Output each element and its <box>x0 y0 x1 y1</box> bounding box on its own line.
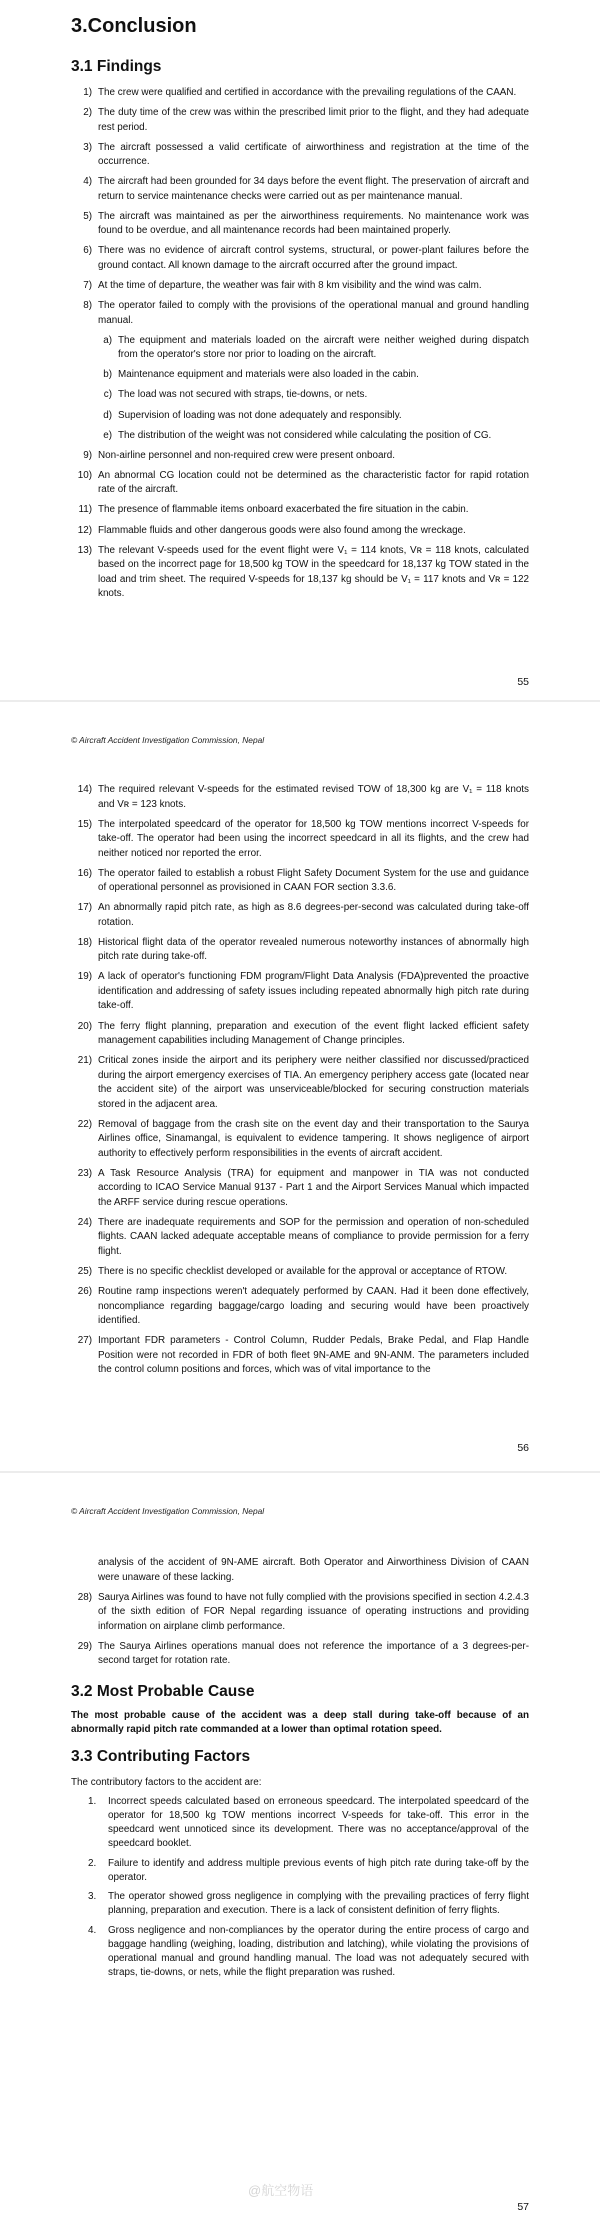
item-text: An abnormal CG location could not be determined as the characteristic factor for rapid rotation rate of the aircraft. <box>98 469 529 496</box>
item-text: Maintenance equipment and materials were also loaded in the cabin. <box>118 369 419 381</box>
item-number: 14) <box>77 784 92 795</box>
factor-item <box>88 1857 529 1885</box>
section-heading-probable-cause: 3.2 Most Probable Cause <box>71 1682 255 1700</box>
finding-item <box>71 1265 529 1280</box>
item-text: The crew were qualified and certified in accordance with the prevailing regulations of the CAAN. <box>98 87 517 98</box>
item-number: 26) <box>77 1286 92 1298</box>
page-57 <box>0 1473 600 2231</box>
item-number: 3. <box>88 1891 97 1903</box>
item-number: 4. <box>88 1924 97 1936</box>
item-text: Non-airline personnel and non-required crew were present onboard. <box>98 449 395 461</box>
item-text: Failure to identify and address multiple previous events of high pitch rate during take-off by the operator. <box>108 1857 529 1883</box>
probable-cause-text: The most probable cause of the accident was a deep stall during take-off because of an abnormally rapid pitch rate commanded at a lower than optimal rotation speed. <box>71 1709 529 1736</box>
watermark: @航空物语 <box>248 2183 314 2198</box>
sub-finding-item <box>95 388 529 403</box>
item-text: Supervision of loading was not done adequately and responsibly. <box>118 409 402 421</box>
findings-list <box>71 1591 529 1669</box>
finding-item <box>71 524 529 539</box>
item-text: The aircraft was maintained as per the airworthiness requirements. No maintenance work was found to be overdue, and all maintenance records had been maintained properly. <box>98 210 529 237</box>
sub-finding-item <box>95 368 529 383</box>
item-text: Removal of baggage from the crash site on the event day and their transportation to the Saurya Airlines office, Sinamangal, is equivalent to evidence tampering. It shows negligence of airport authority to effectively perform responsibilities in the events of aircraft accident. <box>98 1118 529 1159</box>
finding-item <box>71 1118 529 1162</box>
item-number: 25) <box>77 1266 92 1278</box>
item-number: 20) <box>77 1020 92 1032</box>
finding-item <box>71 210 529 239</box>
item-text: The load was not secured with straps, tie-downs, or nets. <box>118 389 368 401</box>
factors-intro: The contributory factors to the accident are: <box>71 1776 262 1788</box>
item-number: 5) <box>83 210 92 222</box>
item-number: 28) <box>77 1591 92 1603</box>
item-number: 16) <box>77 867 92 879</box>
item-number: 22) <box>77 1118 92 1130</box>
item-text: Incorrect speeds calculated based on erroneous speedcard. The interpolated speedcard of the operator for 18,500 kg TOW mentions incorrect V-speeds for take-off. This error in the speedcard went unnoticed since its development. There was no acceptance/approval of the speedcard booklet. <box>108 1796 529 1850</box>
page-header: © Aircraft Accident Investigation Commission, Nepal <box>71 1506 265 1516</box>
finding-item <box>71 1054 529 1112</box>
page-56 <box>0 702 600 1471</box>
finding-item <box>71 141 529 170</box>
factors-list <box>71 1795 529 1980</box>
item-text: The presence of flammable items onboard exacerbated the fire situation in the cabin. <box>98 504 469 516</box>
finding-item <box>71 1167 529 1211</box>
item-number: 24) <box>77 1216 92 1228</box>
item-letter: d) <box>103 409 112 421</box>
sub-finding-item <box>95 334 529 363</box>
finding-item <box>71 936 529 965</box>
finding-item <box>71 544 529 602</box>
item-number: 17) <box>77 902 92 914</box>
factor-item <box>88 1890 529 1918</box>
finding-continuation: analysis of the accident of 9N-AME aircraft. Both Operator and Airworthiness Division of CAAN were unaware of these lacking. <box>98 1557 529 1583</box>
item-number: 13) <box>77 544 92 556</box>
item-text: The relevant V-speeds used for the event flight were V₁ = 114 knots, Vʀ = 118 knots, calculated based on the incorrect page for 18,500 kg TOW in the speedcard for 18,137 kg TOW stated in the load and trim sheet. The required V-speeds for 18,137 kg should be V₁ = 117 knots and Vʀ = 122 knots. <box>98 544 529 600</box>
finding-item <box>71 867 529 896</box>
item-letter: e) <box>103 429 112 441</box>
item-text: The equipment and materials loaded on the aircraft were neither weighed during dispatch from the operator's store nor prior to loading on the aircraft. <box>118 334 529 361</box>
item-number: 3) <box>83 141 92 153</box>
item-number: 15) <box>77 818 92 830</box>
item-number: 6) <box>83 245 92 257</box>
item-number: 23) <box>77 1167 92 1179</box>
finding-item <box>71 503 529 518</box>
section-heading-contributing-factors: 3.3 Contributing Factors <box>71 1747 251 1765</box>
item-letter: c) <box>103 389 112 401</box>
item-text: The interpolated speedcard of the operator for 18,500 kg TOW mentions incorrect V-speeds for take-off. The operator had been using the incorrect speedcard in all its flights, and the crew had neither noticed nor reported the error. <box>98 818 529 859</box>
item-text: The operator showed gross negligence in complying with the prevailing practices of ferry flight planning, preparation and execution. There is a lack of consistent definition of ferry flights. <box>108 1891 529 1917</box>
finding-item <box>71 1640 529 1669</box>
sub-finding-item <box>95 409 529 424</box>
item-text: Historical flight data of the operator revealed numerous noteworthy instances of abnormally high pitch rate during take-off. <box>98 936 529 963</box>
finding-item <box>71 449 529 464</box>
finding-item <box>71 901 529 930</box>
item-text: Important FDR parameters - Control Column, Rudder Pedals, Brake Pedal, and Flap Handle Position were not recorded in FDR of both fleet 9N-AME and 9N-ANM. The parameters included the control column positions and forces, which was of vital importance to the <box>98 1335 529 1376</box>
finding-item <box>71 106 529 135</box>
item-number: 11) <box>78 504 92 516</box>
finding-item <box>71 1285 529 1329</box>
section-heading-findings: 3.1 Findings <box>71 58 162 75</box>
page-number: 57 <box>517 2201 529 2213</box>
item-text: The aircraft possessed a valid certificate of airworthiness and registration at the time of the occurrence. <box>98 141 529 168</box>
item-number: 29) <box>77 1640 92 1652</box>
item-text: There was no evidence of aircraft control systems, structural, or power-plant failures before the ground contact. All known damage to the aircraft occurred after the ground impact. <box>98 245 529 271</box>
item-text: The ferry flight planning, preparation and execution of the event flight lacked efficient safety management capabilities including Management of Change principles. <box>98 1020 529 1047</box>
item-number: 10) <box>77 469 92 481</box>
factor-item <box>88 1924 529 1980</box>
finding-item <box>71 299 529 328</box>
page-number: 56 <box>517 1442 529 1454</box>
finding-item <box>71 1591 529 1635</box>
item-letter: a) <box>103 334 112 346</box>
chapter-title: 3.Conclusion <box>71 15 197 37</box>
item-text: A lack of operator's functioning FDM program/Flight Data Analysis (FDA)prevented the proactive identification and addressing of safety issues including repeated abnormally high pitch rate during take-off. <box>98 971 529 1012</box>
item-text: Routine ramp inspections weren't adequately performed by CAAN. Had it been done effectively, noncompliance regarding baggage/cargo loading and securing would have been proactively identified. <box>98 1286 529 1327</box>
finding-item <box>71 175 529 204</box>
item-text: A Task Resource Analysis (TRA) for equipment and manpower in TIA was not conducted according to ICAO Service Manual 9137 - Part 1 and the Airport Services Manual which impacted the ARFF service during rescue operations. <box>98 1167 529 1208</box>
item-text: At the time of departure, the weather was fair with 8 km visibility and the wind was calm. <box>98 280 482 292</box>
page-header: © Aircraft Accident Investigation Commission, Nepal <box>71 735 265 745</box>
item-text: There is no specific checklist developed or available for the approval or acceptance of RTOW. <box>98 1266 508 1278</box>
item-text: The distribution of the weight was not considered while calculating the position of CG. <box>118 429 492 441</box>
finding-item <box>71 469 529 498</box>
item-number: 1. <box>88 1796 97 1808</box>
finding-item <box>71 1020 529 1049</box>
finding-item <box>71 818 529 862</box>
item-number: 9) <box>83 449 92 461</box>
item-text: An abnormally rapid pitch rate, as high as 8.6 degrees-per-second was calculated during take-off rotation. <box>98 902 529 928</box>
item-text: Critical zones inside the airport and its periphery were neither classified nor discussed/practiced during the airport emergency exercises of TIA. An emergency periphery access gate (located near the accident site) of the airport was unserviceable/blocked for securing construction materials stored in the adjacent area. <box>98 1055 529 1110</box>
item-number: 12) <box>77 524 92 536</box>
factor-item <box>88 1795 529 1851</box>
item-number: 19) <box>77 971 92 983</box>
item-text: The operator failed to establish a robust Flight Safety Document System for the use and guidance of operational personnel as provisioned in CAAN FOR section 3.3.6. <box>98 867 529 894</box>
item-text: Gross negligence and non-compliances by the operator during the entire process of cargo and baggage handling (weighing, loading, distribution and latching), while violating the provisions of operational manual and ground handling manual. The load was not adequately secured with straps, tie-downs, or nets, while the flight preparation was rushed. <box>108 1924 529 1978</box>
finding-item <box>71 1216 529 1260</box>
finding-item <box>71 86 529 101</box>
finding-item <box>71 970 529 1014</box>
item-number: 27) <box>77 1335 92 1347</box>
finding-item <box>71 279 529 294</box>
item-text: Saurya Airlines was found to have not fully complied with the provisions specified in section 4.2.4.3 of the sixth edition of FOR Nepal regarding issuance of operating instructions and providing information on airplane climb performance. <box>98 1591 529 1632</box>
item-text: The Saurya Airlines operations manual does not reference the importance of a 3 degrees-per-second target for rotation rate. <box>98 1640 529 1667</box>
item-text: The operator failed to comply with the provisions of the operational manual and ground handling manual. <box>98 300 529 326</box>
item-letter: b) <box>103 369 112 381</box>
findings-list <box>71 783 529 1378</box>
item-number: 2) <box>83 107 92 119</box>
item-number: 8) <box>83 300 92 312</box>
page-number: 55 <box>517 676 529 688</box>
item-number: 7) <box>83 280 92 292</box>
item-text: The aircraft had been grounded for 34 days before the event flight. The preservation of aircraft and return to service maintenance checks were carried out as per maintenance manual. <box>98 176 529 202</box>
finding-item <box>71 244 529 273</box>
item-number: 21) <box>77 1055 92 1067</box>
finding-item <box>71 1334 529 1378</box>
page-55 <box>0 0 600 700</box>
item-number: 2. <box>88 1857 97 1869</box>
sub-finding-item <box>95 429 529 444</box>
item-text: Flammable fluids and other dangerous goods were also found among the wreckage. <box>98 524 466 536</box>
item-number: 1) <box>83 87 92 98</box>
finding-item <box>71 783 529 812</box>
findings-list <box>71 86 529 602</box>
item-number: 18) <box>77 936 92 948</box>
item-number: 4) <box>83 176 92 188</box>
item-text: The required relevant V-speeds for the estimated revised TOW of 18,300 kg are V₁ = 118 knots and Vʀ = 123 knots. <box>98 784 529 810</box>
item-text: There are inadequate requirements and SOP for the permission and operation of non-scheduled flights. CAAN lacked adequate acceptable means of compliance to provide permission for a ferry flight. <box>98 1216 529 1257</box>
item-text: The duty time of the crew was within the prescribed limit prior to the flight, and they had adequate rest period. <box>98 107 529 133</box>
